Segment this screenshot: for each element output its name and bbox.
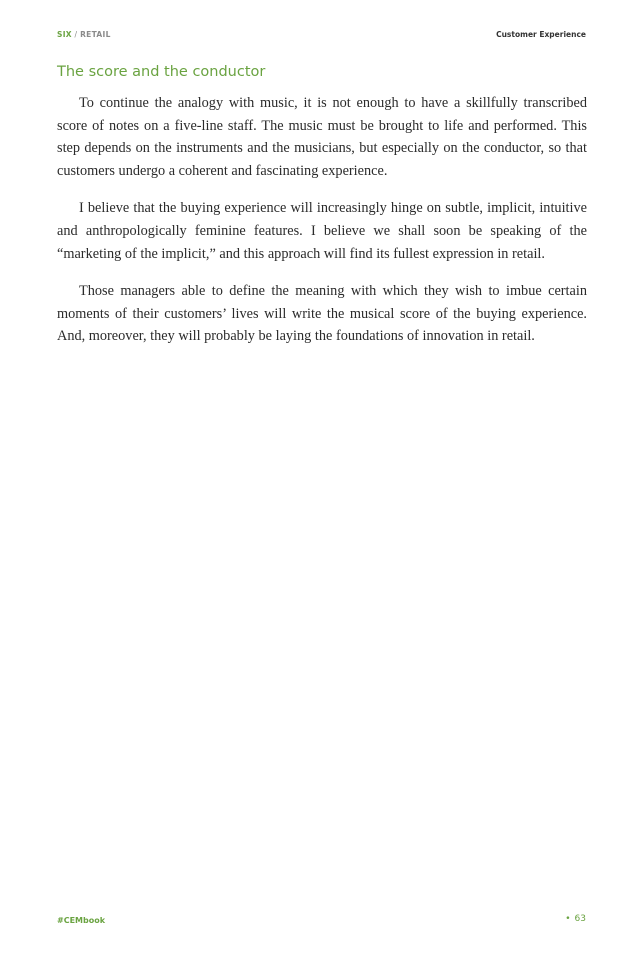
bullet-icon: • — [565, 914, 571, 924]
page-number-block — [565, 914, 586, 924]
paragraph-1: To continue the analogy with music, it is not enough to have a skillfully transcribed score of notes on a five-line staff. The music must be brought to life and performed. This step depends on the instruments and the musicians, but especially on the conductor, so that customers undergo a coherent and fascinating experience. — [57, 95, 587, 179]
chapter-label — [57, 30, 111, 39]
paragraph-2: I believe that the buying experience will increasingly hinge on subtle, implicit, intuitive and anthropologically feminine features. I believe we shall soon be speaking of the “marketing of the implicit,” and this approach will find its fullest expression in retail. — [57, 200, 587, 262]
section-separator: / — [71, 30, 81, 39]
section-title: The score and the conductor — [57, 64, 266, 80]
section-number: SIX — [57, 30, 72, 39]
page-header — [57, 30, 586, 44]
paragraph-3: Those managers able to define the meaning with which they wish to imbue certain moments of their customers’ lives will write the musical score of the buying experience. And, moreover, they will probably be laying the foundations of innovation in retail. — [57, 283, 587, 345]
hashtag-label: #CEMbook — [57, 916, 106, 925]
book-title: Customer Experience — [496, 30, 586, 39]
page-number: 63 — [574, 914, 586, 924]
body-text — [57, 92, 587, 363]
section-name: RETAIL — [80, 30, 111, 39]
